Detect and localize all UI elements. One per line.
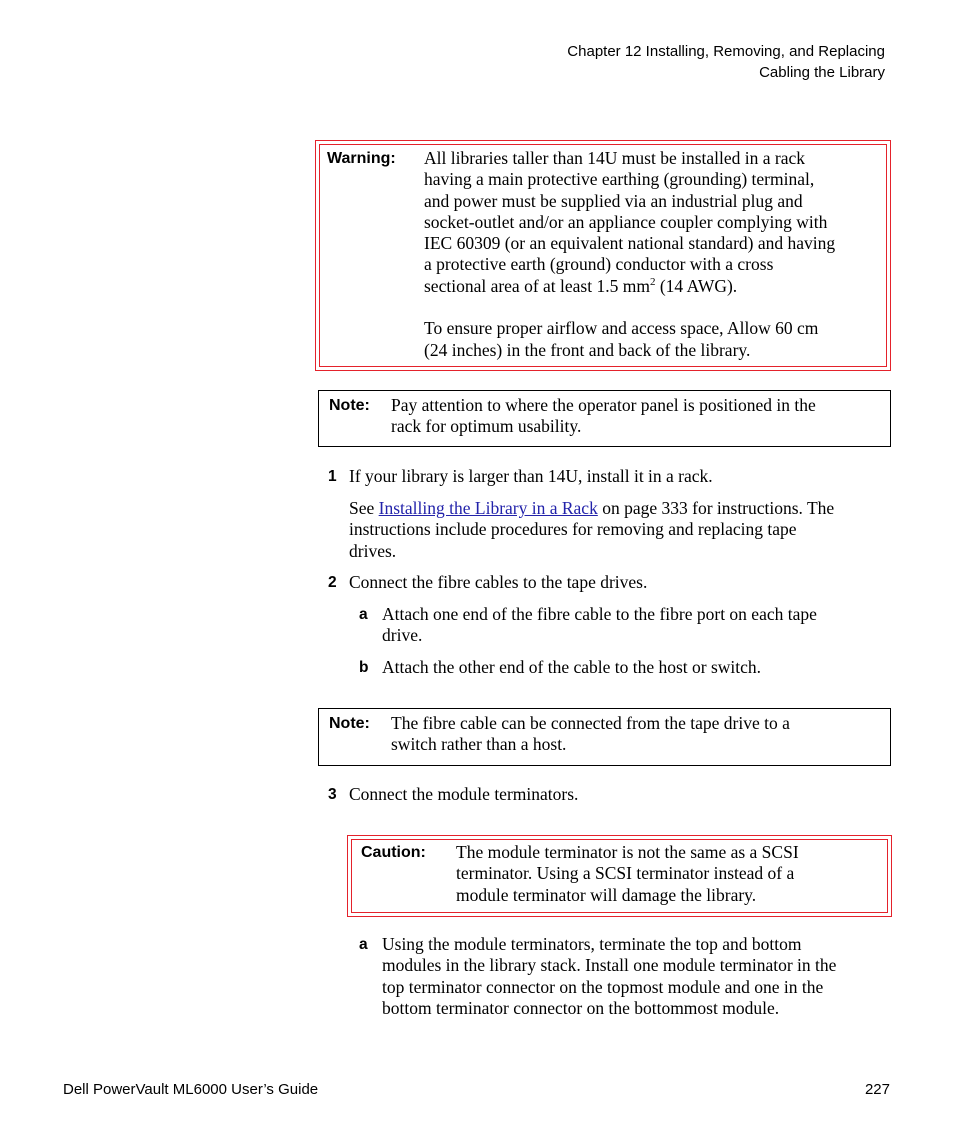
substep-letter: a — [359, 936, 368, 953]
step-detail: See Installing the Library in a Rack on page 333 for instructions. The instructions include procedures for removing and replacing tape drives. — [349, 498, 835, 561]
step-text: Connect the fibre cables to the tape drives. — [349, 572, 648, 592]
step-number: 3 — [328, 786, 337, 803]
caution-text: The module terminator is not the same as a SCSI terminator. Using a SCSI terminator instead of a module terminator will damage the library. — [456, 842, 799, 905]
warning-line: socket-outlet and/or an appliance coupler complying with — [424, 211, 828, 232]
footer-title: Dell PowerVault ML6000 User’s Guide — [63, 1081, 319, 1098]
substep-text: Using the module terminators, terminate the top and bottom modules in the library stack. Install one module terminator in the top terminator connector on the topmost module and one in the bottom terminator connector on the bottommost module. — [382, 934, 837, 1018]
warning-line: a protective earth (ground) conductor with a cross — [424, 254, 774, 275]
warning-line: sectional area of at least 1.5 $mm^2$ (14 AWG). — [424, 275, 738, 296]
substep-text: Attach the other end of the cable to the host or switch. — [382, 657, 762, 677]
substep-letter: b — [359, 659, 369, 676]
substep-letter: a — [359, 606, 368, 623]
warning-line: and power must be supplied via an industrial plug and — [424, 190, 803, 211]
warning-line: having a main protective earthing (grounding) terminal, — [424, 169, 815, 190]
note-text: The fibre cable can be connected from the tape drive to a switch rather than a host. — [391, 713, 790, 755]
link-installing-library-in-rack[interactable]: Installing the Library in a Rack — [378, 498, 598, 518]
section-header: Cabling the Library — [759, 64, 885, 81]
warning-text — [424, 148, 884, 361]
step-number: 1 — [328, 468, 337, 485]
note-label: Note: — [329, 397, 370, 414]
step-text: Connect the module terminators. — [349, 784, 579, 804]
warning-line: IEC 60309 (or an equivalent national standard) and having — [424, 233, 836, 254]
chapter-header: Chapter 12 Installing, Removing, and Replacing — [567, 43, 885, 60]
warning-line: (24 inches) in the front and back of the library. — [424, 339, 751, 360]
note-text: Pay attention to where the operator panel is positioned in the rack for optimum usability. — [391, 395, 816, 437]
warning-label: Warning: — [327, 150, 396, 167]
warning-line: To ensure proper airflow and access space, Allow 60 cm — [424, 318, 819, 339]
note-label: Note: — [329, 715, 370, 732]
caution-label: Caution: — [361, 844, 426, 861]
warning-line: All libraries taller than 14U must be installed in a rack — [424, 148, 806, 168]
step-number: 2 — [328, 574, 337, 591]
step-text: If your library is larger than 14U, install it in a rack. — [349, 466, 713, 486]
page-number: 227 — [864, 1081, 890, 1098]
substep-text: Attach one end of the fibre cable to the fibre port on each tape drive. — [382, 604, 817, 646]
